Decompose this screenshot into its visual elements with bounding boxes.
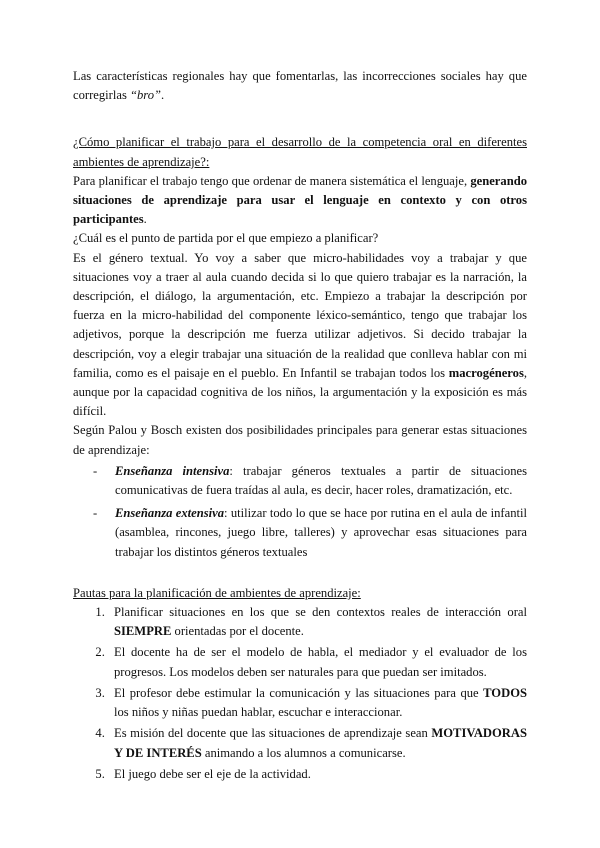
section1-paragraph-2 <box>73 249 527 422</box>
guidelines-list <box>73 603 527 784</box>
item-end: animando a los alumnos a comunicarse. <box>201 745 406 760</box>
intro-text: Las características regionales hay que fomentarlas, las incorrecciones sociales hay que corregirlas <box>73 69 527 103</box>
teaching-bullets <box>73 462 527 562</box>
item-bold: TODOS <box>483 685 527 700</box>
guideline-item <box>108 765 527 784</box>
item-bold: MOTIVADORAS Y DE INTERÉS <box>114 726 527 760</box>
item-text: Planificar situaciones en los que se den contextos reales de interacción oral <box>114 605 527 620</box>
item-text: El docente ha de ser el modelo de habla, el mediador y el evaluador de los progresos. Los modelos deben ser naturales para que puedan ser imitados. <box>114 645 527 679</box>
guideline-item <box>108 643 527 681</box>
item-bold: SIEMPRE <box>114 624 172 639</box>
intro-end: . <box>161 88 165 103</box>
p2-bold: macrogéneros <box>448 365 524 380</box>
item-text: Es misión del docente que las situaciones de aprendizaje sean <box>114 726 432 741</box>
item-text: El profesor debe estimular la comunicación y las situaciones para que <box>114 685 484 700</box>
intro-quote: “bro” <box>130 88 162 103</box>
section1-question: ¿Cuál es el punto de partida por el que empiezo a planificar? <box>73 231 379 246</box>
section2-heading: Pautas para la planificación de ambientes de aprendizaje: <box>73 585 361 600</box>
bullet-item <box>93 504 527 562</box>
bullet-text: : utilizar todo lo que se hace por rutina en el aula de infantil (asamblea, rincones, juego libre, talleres) y aprovechar esas situaciones para trabajar los distintos géneros textuales <box>115 506 527 559</box>
p2-end: , aunque por la capacidad cognitiva de los niños, la argumentación y la exposición es más difícil. <box>73 365 527 419</box>
p2-text: Es el género textual. Yo voy a saber que micro-habilidades voy a trabajar y que situaciones voy a traer al aula cuando decida si lo que quiero trabajar es la narración, la descripción, el diálogo, la argumentación, etc. Empiezo a trabajar la descripción por fuerza en la micro-habilidad del componente léxico-semántico, tengo que trabajar los adjetivos, porque la descripción me fuerza utilizar adjetivos. Si decido trabajar la descripción, voy a elegir trabajar una situación de la realidad que conlleva hablar con mi familia, como es el paisaje en el pueblo. En Infantil se trabajan todos los <box>73 250 527 380</box>
guideline-item <box>108 724 527 762</box>
p1-bold: generando situaciones de aprendizaje para usar el lenguaje en contexto y con otros participantes <box>73 173 527 227</box>
item-end: orientadas por el docente. <box>171 624 304 639</box>
item-text: El juego debe ser el eje de la actividad. <box>114 766 311 781</box>
guideline-item <box>108 684 527 722</box>
section1-paragraph-3: Según Palou y Bosch existen dos posibilidades principales para generar estas situaciones de aprendizaje: <box>73 423 527 457</box>
bullet-term: Enseñanza intensiva <box>115 463 230 478</box>
bullet-text: : trabajar géneros textuales a partir de situaciones comunicativas de fuera traídas al aula, es decir, hacer roles, dramatización, etc. <box>115 463 527 498</box>
guideline-item <box>108 603 527 641</box>
document-body <box>73 67 527 786</box>
p1-end: . <box>143 212 147 227</box>
section1-paragraph-1 <box>73 172 527 230</box>
p1-text: Para planificar el trabajo tengo que ordenar de manera sistemática el lenguaje, <box>73 173 471 188</box>
intro-paragraph <box>73 67 527 105</box>
bullet-term: Enseñanza extensiva <box>115 506 225 521</box>
item-end: los niños y niñas puedan hablar, escuchar e interaccionar. <box>114 705 403 720</box>
bullet-item <box>93 462 527 500</box>
section1-heading: ¿Cómo planificar el trabajo para el desarrollo de la competencia oral en diferentes ambientes de aprendizaje?: <box>73 135 527 169</box>
